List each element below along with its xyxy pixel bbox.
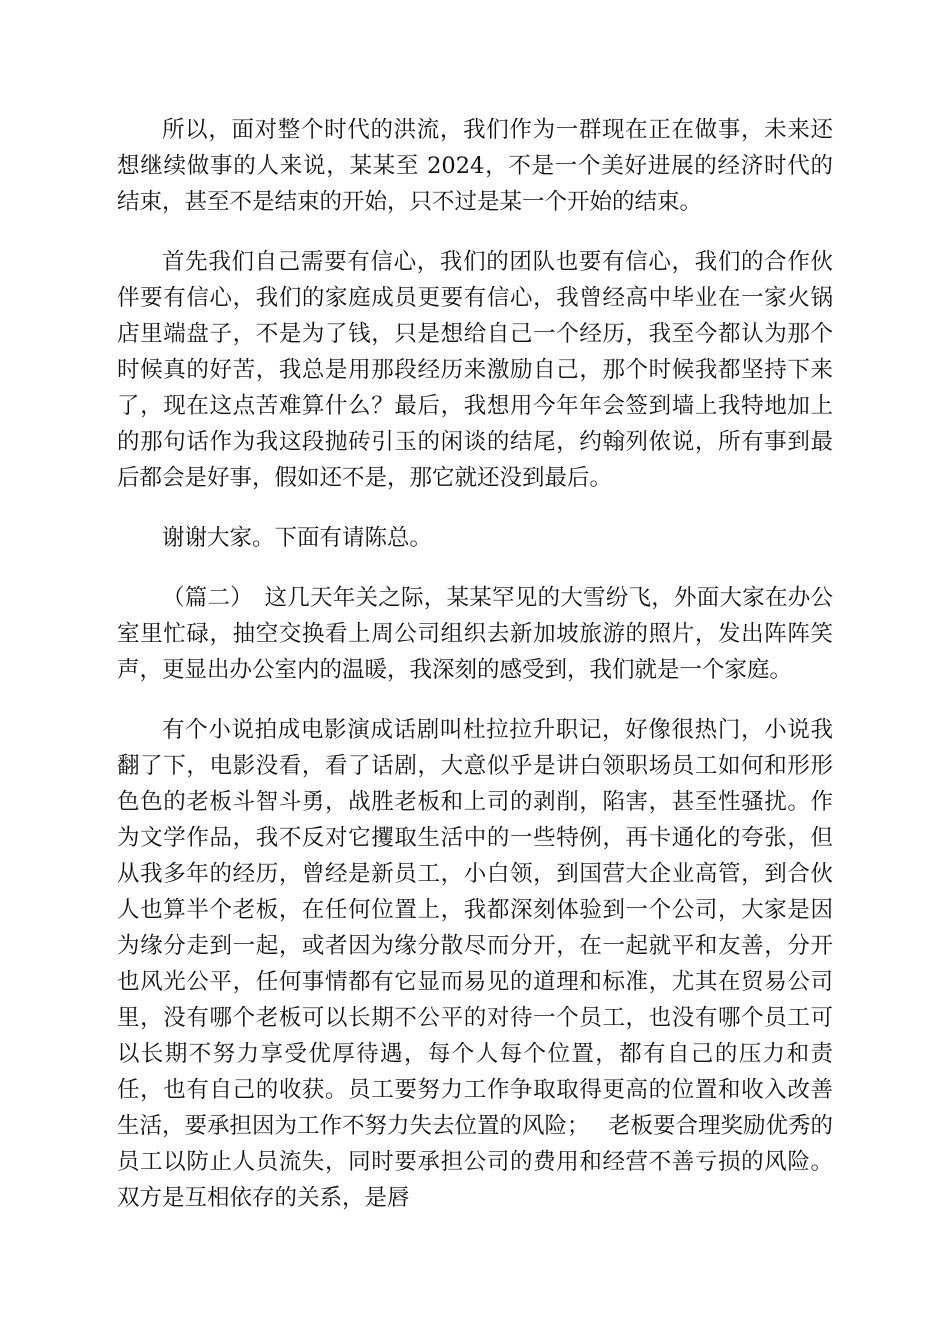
paragraph-3: 谢谢大家。下面有请陈总。: [162, 525, 433, 551]
document-body: [117, 112, 833, 1216]
paragraph-4: （篇二） 这几天年关之际，某某罕见的大雪纷飞，外面大家在办公室里忙碌，抽空交换看上周公司组织去新加坡旅游的照片，发出阵阵笑声，更显出办公室内的温暖，我深刻的感受到，我们就是一个家庭。: [117, 585, 833, 683]
paragraph-2: 首先我们自己需要有信心，我们的团队也要有信心，我们的合作伙伴要有信心，我们的家庭成员更要有信心，我曾经高中毕业在一家火锅店里端盘子，不是为了钱，只是想给自己一个经历，我至今都认为那个时候真的好苦，我总是用那段经历来激励自己，那个时候我都坚持下来了，现在这点苦难算什么？最后，我想用今年年会签到墙上我特地加上的那句话作为我这段抛砖引玉的闲谈的结尾，约翰列侬说，所有事到最后都会是好事，假如还不是，那它就还没到最后。: [117, 249, 833, 491]
paragraph-5: 有个小说拍成电影演成话剧叫杜拉拉升职记，好像很热门，小说我翻了下，电影没看，看了话剧，大意似乎是讲白领职场员工如何和形形色色的老板斗智斗勇，战胜老板和上司的剥削，陷害，甚至性骚扰。作为文学作品，我不反对它攫取生活中的一些特例，再卡通化的夸张，但从我多年的经历，曾经是新员工，小白领，到国营大企业高管，到合伙人也算半个老板，在任何位置上，我都深刻体验到一个公司，大家是因为缘分走到一起，或者因为缘分散尽而分开，在一起就平和友善，分开也风光公平，任何事情都有它显而易见的道理和标准，尤其在贸易公司里，没有哪个老板可以长期不公平的对待一个员工，也没有哪个员工可以长期不努力享受优厚待遇，每个人每个位置，都有自己的压力和责任，也有自己的收获。员工要努力工作争取取得更高的位置和收入改善生活，要承担因为工作不努力失去位置的风险； 老板要合理奖励优秀的员工以防止人员流失，同时要承担公司的费用和经营不善亏损的风险。双方是互相依存的关系，是唇: [117, 717, 833, 1211]
paragraph-1: 所以，面对整个时代的洪流，我们作为一群现在正在做事，未来还想继续做事的人来说，某某至 2024，不是一个美好进展的经济时代的结束，甚至不是结束的开始，只不过是某一个开始的结束。: [117, 117, 833, 215]
